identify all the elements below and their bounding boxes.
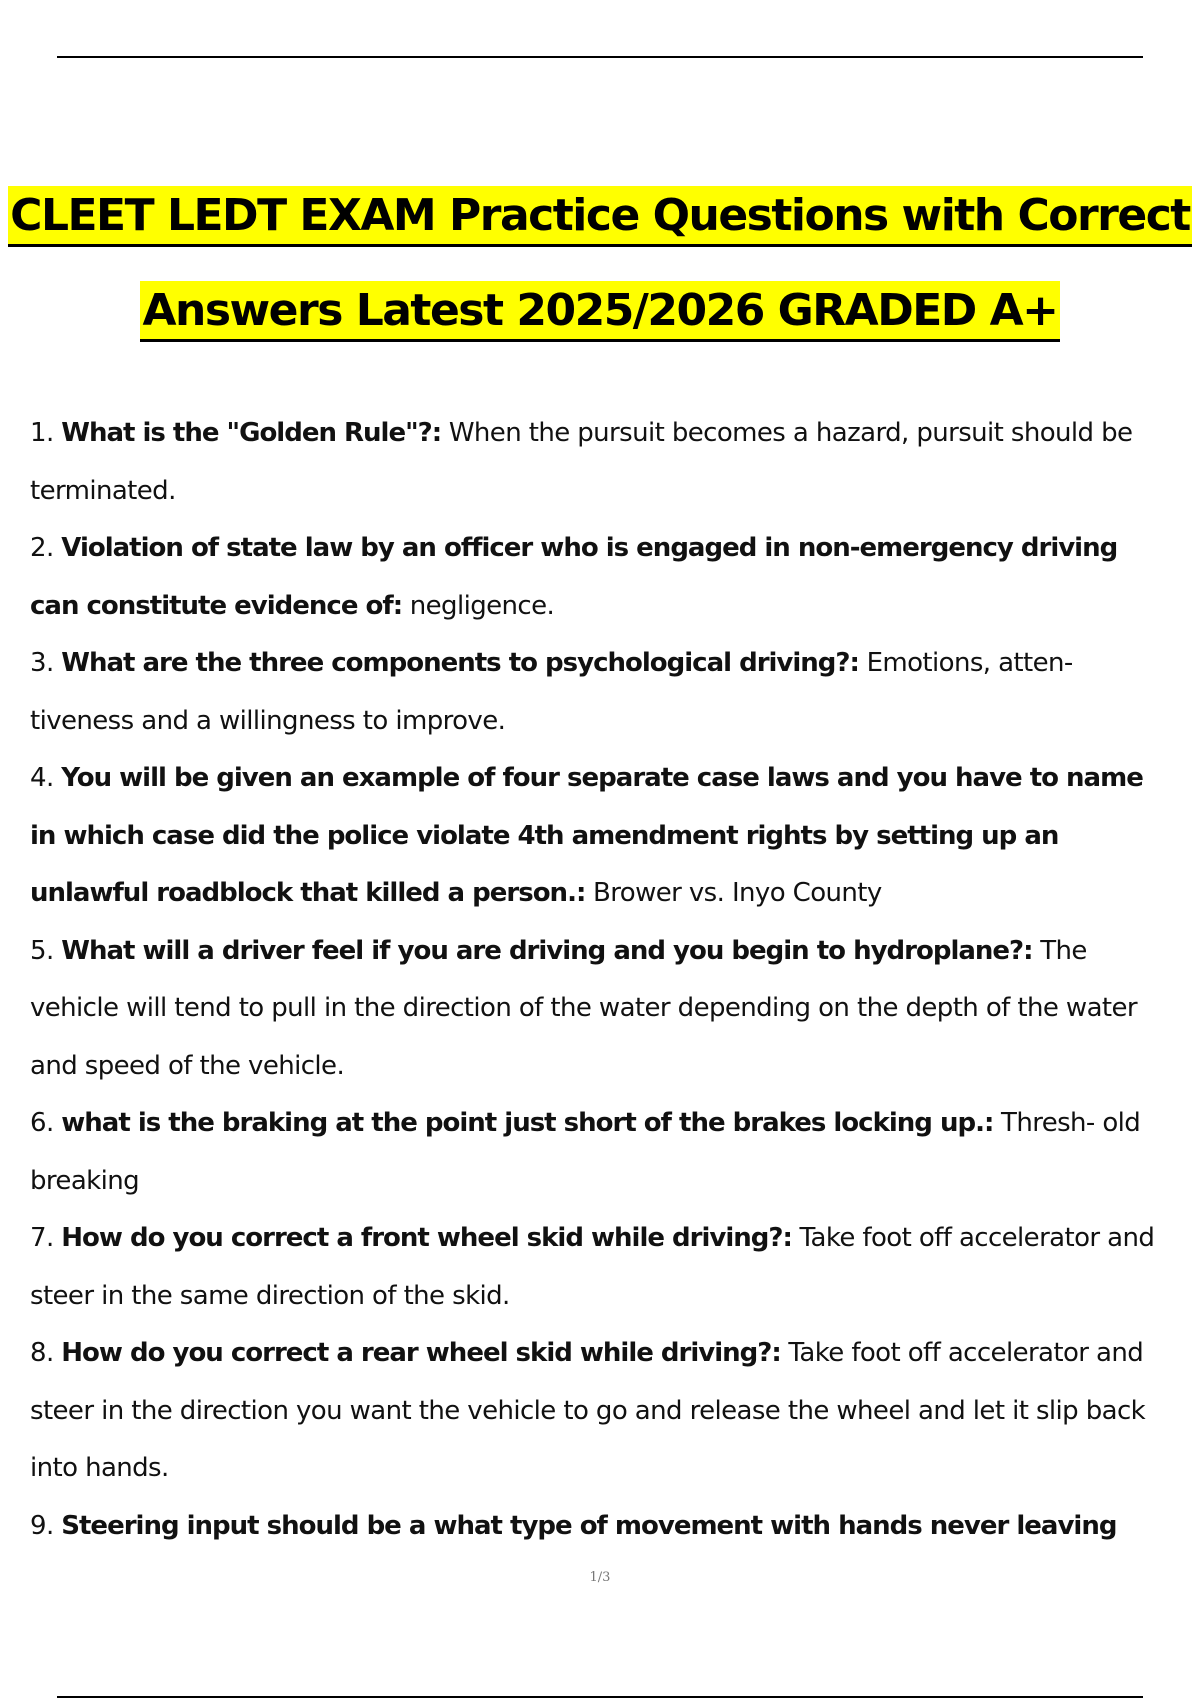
question-text: What are the three components to psychological driving?: [61,648,859,678]
title-line-2: Answers Latest 2025/2026 GRADED A+ [140,281,1059,342]
question-number: 3. [30,648,54,678]
page-number: 1/3 [589,1570,611,1585]
answer-text: Brower vs. Inyo County [593,878,882,908]
question-text: Steering input should be a what type of movement with hands never leaving [61,1510,1117,1541]
question-text: Violation of state law by an officer who is engaged in non-emergency driving can constitute evidence of: [30,533,1118,621]
question-number: 4. [30,763,54,793]
answer-text: Thresh- old breaking [30,1108,1141,1196]
question-text: what is the braking at the point just short of the brakes locking up.: [61,1108,994,1138]
question-item [30,635,1170,750]
question-text: You will be given an example of four separate case laws and you have to name in which case did the police violate 4th amendment rights by setting up an unlawful roadblock that killed a person.: [30,763,1143,908]
question-text: What is the "Golden Rule"?: [61,418,442,448]
question-text: How do you correct a rear wheel skid while driving?: [61,1338,781,1368]
question-text: How do you correct a front wheel skid while driving?: [61,1223,792,1253]
question-number: 2. [30,533,54,563]
answer-text: negligence. [409,590,555,621]
question-text: What will a driver feel if you are driving and you begin to hydroplane?: [61,935,1033,966]
answer-text: When the pursuit becomes a hazard, pursuit should be terminated. [30,418,1133,506]
question-number: 8. [30,1338,54,1368]
question-item [30,1325,1170,1498]
question-item [30,750,1170,923]
answer-text: The vehicle will tend to pull in the direction of the water depending on the depth of the water and speed of the vehicle. [30,935,1137,1081]
question-item [30,923,1170,1096]
question-list [30,405,1170,1555]
question-item [30,1095,1170,1210]
question-number: 5. [30,935,54,966]
answer-text: Emotions, atten- tiveness and a willingness to improve. [30,648,1073,736]
title-line-1: CLEET LEDT EXAM Practice Questions with Correct [8,186,1192,247]
answer-text: Take foot off accelerator and steer in the direction you want the vehicle to go and release the wheel and let it slip back into hands. [30,1338,1146,1483]
question-item [30,520,1170,635]
question-number: 9. [30,1510,54,1541]
question-item [30,1210,1170,1325]
question-item [30,1498,1170,1556]
bottom-rule [57,1696,1143,1698]
question-number: 1. [30,418,54,448]
document-title [0,186,1200,342]
question-number: 6. [30,1108,54,1138]
top-rule [57,56,1143,58]
answer-text: Take foot off accelerator and steer in the same direction of the skid. [30,1223,1155,1311]
question-item [30,405,1170,520]
question-number: 7. [30,1223,54,1253]
